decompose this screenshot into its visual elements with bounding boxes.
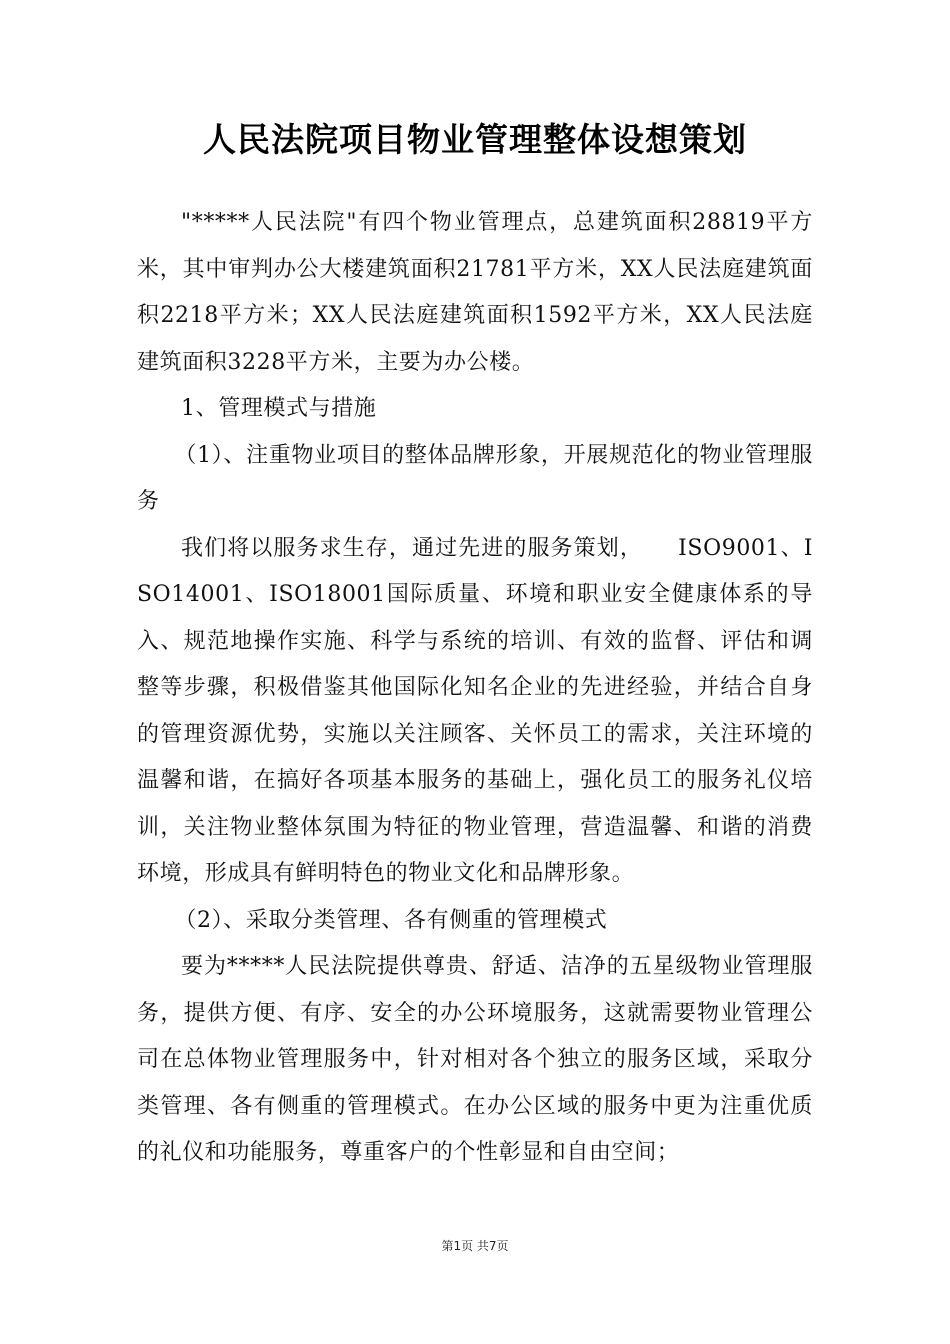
- page-number-footer: 第1页 共7页: [441, 1239, 509, 1253]
- document-body: [137, 200, 813, 1177]
- document-title: 人民法院项目物业管理整体设想策划: [203, 120, 747, 159]
- subsection-heading-classified-management: （2）、采取分类管理、各有侧重的管理模式: [174, 907, 608, 933]
- subsection-heading-brand-image: （1）、注重物业项目的整体品牌形象，开展规范化的物业管理服务: [137, 442, 813, 514]
- paragraph-five-star-service: 要为*****人民法院提供尊贵、舒适、洁净的五星级物业管理服务，提供方便、有序、安全的办公环境服务，这就需要物业管理公司在总体物业管理服务中，针对相对各个独立的服务区域，采取分类管理、各有侧重的管理模式。在办公区域的服务中更为注重优质的礼仪和功能服务，尊重客户的个性彰显和自由空间；: [137, 954, 813, 1165]
- intro-paragraph: "*****人民法院"有四个物业管理点，总建筑面积28819平方米，其中审判办公大楼建筑面积21781平方米，XX人民法庭建筑面积2218平方米；XX人民法庭建筑面积1592平方米，XX人民法庭建筑面积3228平方米，主要为办公楼。: [137, 210, 813, 375]
- paragraph-service-strategy: 我们将以服务求生存，通过先进的服务策划， ISO9001、ISO14001、ISO18001国际质量、环境和职业安全健康体系的导入、规范地操作实施、科学与系统的培训、有效的监督、评估和调整等步骤，积极借鉴其他国际化知名企业的先进经验，并结合自身的管理资源优势，实施以关注顾客、关怀员工的需求，关注环境的温馨和谐，在搞好各项基本服务的基础上，强化员工的服务礼仪培训，关注物业整体氛围为特征的物业管理，营造温馨、和谐的消费环境，形成具有鲜明特色的物业文化和品牌形象。: [137, 535, 813, 886]
- section-heading-management-mode: 1、管理模式与措施: [181, 396, 377, 421]
